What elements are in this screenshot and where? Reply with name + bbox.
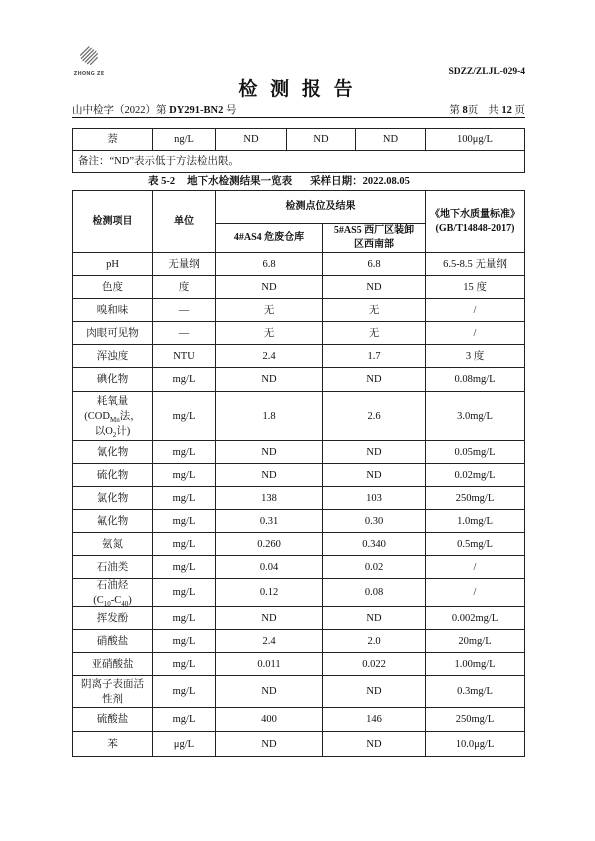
standard-cell [426,322,525,345]
cell-text: ND [366,446,382,458]
report-number-prefix: 山中检字（2022）第 [72,105,170,116]
cell-text: mg/L [172,410,196,422]
cell-line: 石油烃 [96,579,129,591]
previous-table [72,128,525,173]
header-point-line: 5#AS5 西厂区装卸 [333,225,415,236]
note-text: 备注：“ND”表示低于方法检出限。 [78,156,239,167]
standard-cell [426,556,525,579]
cell-text: ND [366,374,382,385]
result-cell [287,129,356,151]
standard-cell [426,579,525,607]
unit-cell [153,322,216,345]
cell-text: 100μg/L [457,134,493,145]
item-cell [73,556,153,579]
cell-text: ND [261,281,277,293]
result-cell-as4 [216,392,323,441]
cell-text: 色度 [102,281,123,293]
result-cell-as4 [216,607,323,630]
cell-text: 0.30 [364,515,384,527]
item-cell [73,276,153,299]
cell-text: μg/L [173,738,195,750]
cell-text: 以O [94,425,113,437]
cell-line: 耗氧量 [96,395,129,407]
result-cell-as4 [216,579,323,607]
cell-text: mg/L [172,446,196,458]
cell-text: 20mg/L [458,635,492,647]
unit-cell [153,607,216,630]
header-divider [72,117,525,118]
unit-cell [153,487,216,510]
result-cell [356,129,426,151]
cell-text: ND [382,134,399,145]
cell-text: 硝酸盐 [96,635,129,647]
cell-line [93,593,132,608]
cell-text: 氨氮 [102,538,123,550]
unit-cell [153,392,216,441]
item-cell [73,487,153,510]
standard-cell [426,487,525,510]
report-number-suffix: 号 [223,105,237,116]
cell-text: 0.011 [257,658,281,670]
header-results [216,191,426,224]
subscript: 2 [112,430,117,439]
result-cell-as5 [323,630,426,653]
cell-text: mg/L [172,686,196,697]
header-standard-line: 《地下水质量标准》 [430,208,520,220]
logo-text: ZHONG ZE [73,71,105,77]
page-total: 12 [501,105,512,116]
unit-cell [153,345,216,368]
page-current-prefix: 第 [449,105,463,116]
zhong-ze-logo-icon [76,43,102,69]
cell-text: 2.4 [262,635,276,647]
cell-text: 400 [261,714,277,725]
header-unit-label: 单位 [174,215,194,227]
unit-cell [153,464,216,487]
item-cell [73,510,153,533]
cell-text: 嗅和味 [96,304,129,316]
cell-text: 氟化物 [96,515,129,527]
cell-line: 性剂 [102,693,123,705]
cell-text: 0.04 [259,561,279,573]
item-cell [73,676,153,708]
item-cell [73,368,153,392]
cell-text: 2.4 [262,350,276,362]
standard-cell [426,253,525,276]
unit-cell [153,653,216,676]
cell-text: ND [261,469,277,481]
header-item-label: 检测项目 [92,215,133,227]
cell-text: (C [93,594,104,606]
cell-text: 碘化物 [96,374,129,385]
standard-cell [426,630,525,653]
company-logo [70,43,108,81]
caption-sample-date: 采样日期：2022.08.05 [310,176,410,187]
cell-text: / [473,561,477,573]
result-cell-as4 [216,464,323,487]
page-current: 8 [462,105,468,116]
result-cell-as5 [323,653,426,676]
item-cell [73,129,153,151]
cell-text: 0.05mg/L [454,446,496,458]
cell-text: 度 [178,281,190,293]
cell-text: / [473,587,477,598]
cell-text: ND [366,281,382,293]
cell-text: (COD [84,410,110,422]
cell-text: 0.08mg/L [454,374,496,385]
cell-text: ng/L [174,134,194,145]
cell-text: mg/L [172,561,196,573]
unit-cell [153,579,216,607]
cell-text: 1.8 [262,410,276,422]
cell-text: 氰化物 [96,446,129,458]
cell-text: / [473,327,477,339]
cell-text: mg/L [172,714,196,725]
unit-cell [153,368,216,392]
cell-text: 2.6 [367,410,381,422]
cell-text: mg/L [172,587,196,598]
unit-cell [153,533,216,556]
cell-text: 挥发酚 [96,612,129,624]
result-cell-as5 [323,392,426,441]
cell-text: 苯 [107,738,118,750]
cell-text: ND [261,612,277,624]
item-cell [73,253,153,276]
report-number-code: DY291-BN2 [169,105,224,116]
result-cell-as4 [216,253,323,276]
cell-text: 138 [261,492,277,504]
result-cell-as5 [323,708,426,732]
cell-text: 法， [119,410,141,422]
result-cell-as4 [216,345,323,368]
item-cell [73,708,153,732]
standard-cell [426,533,525,556]
cell-text: 6.8 [367,258,381,270]
result-cell-as5 [323,368,426,392]
standard-cell [426,653,525,676]
cell-text: 无 [263,304,275,316]
standard-cell [426,299,525,322]
result-cell-as5 [323,607,426,630]
item-cell [73,579,153,607]
header-point-as4 [216,224,323,253]
cell-text: 无 [368,327,380,339]
header-point-as5 [323,224,426,253]
header-point-line: 区西南部 [354,239,394,250]
cell-text: mg/L [172,612,196,624]
header-results-label: 检测点位及结果 [285,201,356,212]
unit-cell [153,556,216,579]
result-cell-as4 [216,299,323,322]
result-cell-as5 [323,533,426,556]
report-number [72,104,237,118]
page-title: 检 测 报 告 [238,79,357,100]
cell-text: 10.0μg/L [455,738,495,750]
cell-text: 0.3mg/L [457,686,493,697]
cell-text: ND [366,469,382,481]
result-cell-as5 [323,676,426,708]
header-standard-line: (GB/T14848-2017) [435,222,515,234]
cell-line: 阴离子表面活 [81,678,144,690]
standard-cell [426,392,525,441]
unit-cell [153,630,216,653]
result-cell-as4 [216,322,323,345]
item-cell [73,299,153,322]
caption-number: 表 5-2 [148,176,176,187]
result-cell-as5 [323,276,426,299]
cell-text: ND [261,738,277,750]
unit-cell [153,732,216,757]
cell-line [84,409,140,424]
result-cell-as4 [216,653,323,676]
cell-line [95,424,131,439]
result-cell-as5 [323,732,426,757]
header-unit [153,191,216,253]
unit-cell [153,276,216,299]
cell-text: 0.002mg/L [451,612,499,624]
result-cell-as5 [323,579,426,607]
item-cell [73,653,153,676]
item-cell [73,630,153,653]
item-cell [73,732,153,757]
cell-text: 浑浊度 [96,350,129,362]
unit-cell [153,708,216,732]
cell-text: 103 [366,492,382,504]
cell-text: 0.02 [364,561,384,573]
result-cell-as4 [216,630,323,653]
result-cell-as5 [323,556,426,579]
cell-text: ) [128,594,132,606]
result-cell-as5 [323,345,426,368]
header-standard [426,191,525,253]
page-total-suffix: 页 [511,105,525,116]
cell-text: mg/L [172,515,196,527]
result-cell-as5 [323,441,426,464]
cell-text: mg/L [172,492,196,504]
unit-cell [153,253,216,276]
cell-text: 0.260 [257,538,281,550]
table-note [73,151,525,173]
cell-text: ND [261,446,277,458]
result-cell-as5 [323,487,426,510]
result-cell-as4 [216,368,323,392]
item-cell [73,533,153,556]
cell-text: 250mg/L [455,714,495,725]
standard-cell [426,345,525,368]
cell-text: — [178,327,190,339]
result-cell-as5 [323,510,426,533]
standard-cell [426,732,525,757]
header-point-line: 4#AS4 危废仓库 [233,232,305,243]
cell-text: 无量纲 [168,258,200,270]
document-code: SDZZ/ZLJL-029-4 [448,67,525,77]
cell-text: 1.0mg/L [457,515,493,527]
cell-text: -C [110,594,122,606]
standard-cell [426,607,525,630]
standard-cell [426,464,525,487]
table-caption [148,175,410,189]
cell-text: 15 度 [463,281,487,293]
standard-cell [426,368,525,392]
cell-text: 氯化物 [96,492,129,504]
cell-text: 6.8 [262,258,276,270]
cell-text: ND [313,134,329,145]
cell-text: — [178,304,190,316]
cell-text: 无 [368,304,380,316]
cell-text: 0.08 [364,587,384,598]
result-cell [216,129,287,151]
unit-cell [153,129,216,151]
caption-title: 地下水检测结果一览表 [187,176,293,187]
cell-text: 肉眼可见物 [86,327,139,339]
result-cell-as4 [216,441,323,464]
item-cell [73,345,153,368]
cell-text: 0.12 [259,587,279,598]
result-cell-as4 [216,556,323,579]
cell-text: mg/L [172,374,196,385]
page-current-suffix: 页 [467,105,479,116]
cell-text: ND [366,612,382,624]
standard-cell [426,441,525,464]
unit-cell [153,676,216,708]
cell-text: 石油类 [96,561,129,573]
item-cell [73,392,153,441]
standard-cell [426,676,525,708]
cell-text: 萘 [107,134,118,145]
header-item [73,191,153,253]
cell-text: 亚硝酸盐 [91,658,134,670]
cell-text: 3 度 [465,350,485,362]
result-cell-as4 [216,676,323,708]
cell-text: / [473,304,477,316]
cell-text: ND [261,374,277,385]
cell-text: ND [366,738,382,750]
result-cell-as4 [216,276,323,299]
page-info [449,104,525,118]
subscript: Mn [109,415,120,424]
result-cell-as4 [216,487,323,510]
cell-text: 硫化物 [96,469,129,481]
page-total-prefix: 共 [488,105,502,116]
cell-text: 1.00mg/L [454,658,496,670]
cell-text: 计) [116,425,131,437]
unit-cell [153,510,216,533]
cell-text: pH [106,258,119,270]
result-cell-as4 [216,732,323,757]
subscript: 10 [103,599,111,607]
cell-text: 146 [366,714,382,725]
cell-text: 0.02mg/L [454,469,496,481]
result-cell-as4 [216,510,323,533]
cell-text: 0.340 [362,538,386,550]
result-cell-as5 [323,464,426,487]
result-cell-as4 [216,708,323,732]
item-cell [73,607,153,630]
cell-text: mg/L [172,658,196,670]
result-cell-as5 [323,253,426,276]
item-cell [73,464,153,487]
standard-cell [426,510,525,533]
item-cell [73,322,153,345]
cell-text: NTU [173,350,195,362]
cell-text: 2.0 [367,635,381,647]
unit-cell [153,299,216,322]
standard-cell [426,276,525,299]
groundwater-results-table [72,190,525,757]
cell-text: mg/L [172,469,196,481]
standard-cell [426,708,525,732]
standard-cell [426,129,525,151]
cell-text: 无 [263,327,275,339]
result-cell-as5 [323,299,426,322]
cell-text: ND [261,686,277,697]
cell-text: ND [243,134,259,145]
item-cell [73,441,153,464]
result-cell-as4 [216,533,323,556]
cell-text: ND [366,686,382,697]
cell-text: 3.0mg/L [457,410,493,422]
cell-text: 0.022 [362,658,386,670]
cell-text: 硫酸盐 [96,714,129,725]
unit-cell [153,441,216,464]
cell-text: 0.5mg/L [457,538,493,550]
cell-text: mg/L [172,538,196,550]
result-cell-as5 [323,322,426,345]
cell-text: 1.7 [367,350,381,362]
cell-text: mg/L [172,635,196,647]
cell-text: 0.31 [259,515,279,527]
cell-text: 6.5-8.5 无量纲 [443,258,507,270]
cell-text: 250mg/L [455,492,495,504]
subscript: 40 [121,599,129,607]
